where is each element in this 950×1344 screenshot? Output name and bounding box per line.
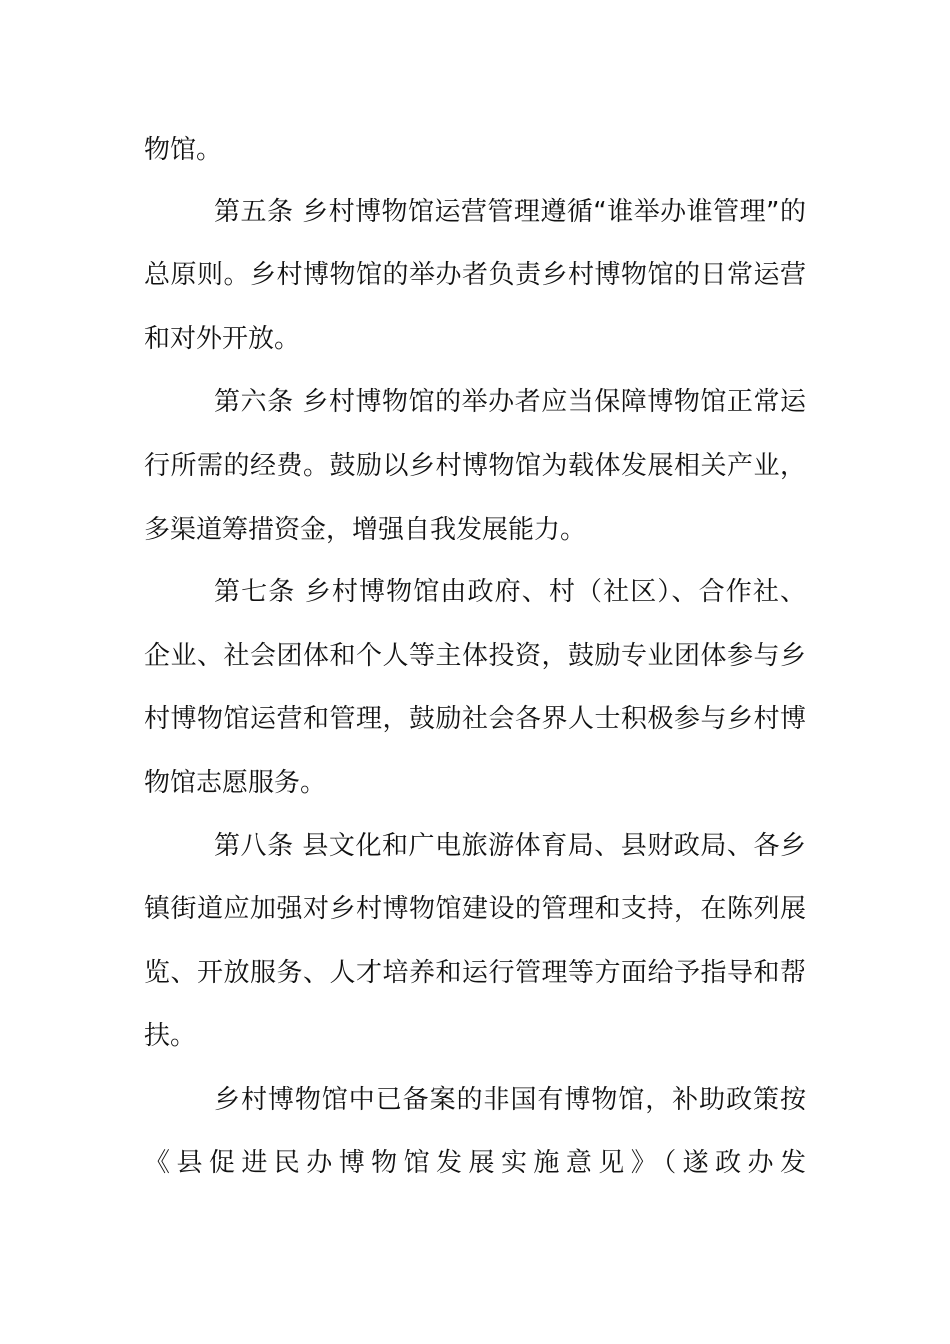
text-line-6: 行所需的经费。鼓励以乡村博物馆为载体发展相关产业， (144, 451, 806, 481)
text-line-1: 物馆。 (144, 135, 223, 165)
text-line-15: 扶。 (144, 1021, 197, 1051)
article-7-heading-line: 第七条 乡村博物馆由政府、村（社区）、合作社、 (214, 577, 806, 607)
text-line-7: 多渠道筹措资金，增强自我发展能力。 (144, 515, 587, 545)
text-line-17: 《县促进民办博物馆发展实施意见》（遂政办发 (144, 1148, 806, 1178)
text-line-10: 村博物馆运营和管理，鼓励社会各界人士积极参与乡村博 (144, 704, 806, 734)
text-line-9: 企业、社会团体和个人等主体投资，鼓励专业团体参与乡 (144, 641, 806, 671)
text-line-13: 镇街道应加强对乡村博物馆建设的管理和支持，在陈列展 (144, 894, 806, 924)
text-line-4: 和对外开放。 (144, 324, 301, 354)
text-line-16: 乡村博物馆中已备案的非国有博物馆，补助政策按 (214, 1085, 806, 1115)
article-8-heading-line: 第八条 县文化和广电旅游体育局、县财政局、各乡 (214, 831, 806, 861)
text-line-3: 总原则。乡村博物馆的举办者负责乡村博物馆的日常运营 (144, 260, 806, 290)
text-line-11: 物馆志愿服务。 (144, 768, 327, 798)
article-6-heading-line: 第六条 乡村博物馆的举办者应当保障博物馆正常运 (214, 387, 806, 417)
text-line-14: 览、开放服务、人才培养和运行管理等方面给予指导和帮 (144, 958, 806, 988)
article-5-heading-line: 第五条 乡村博物馆运营管理遵循“谁举办谁管理”的 (214, 197, 806, 227)
